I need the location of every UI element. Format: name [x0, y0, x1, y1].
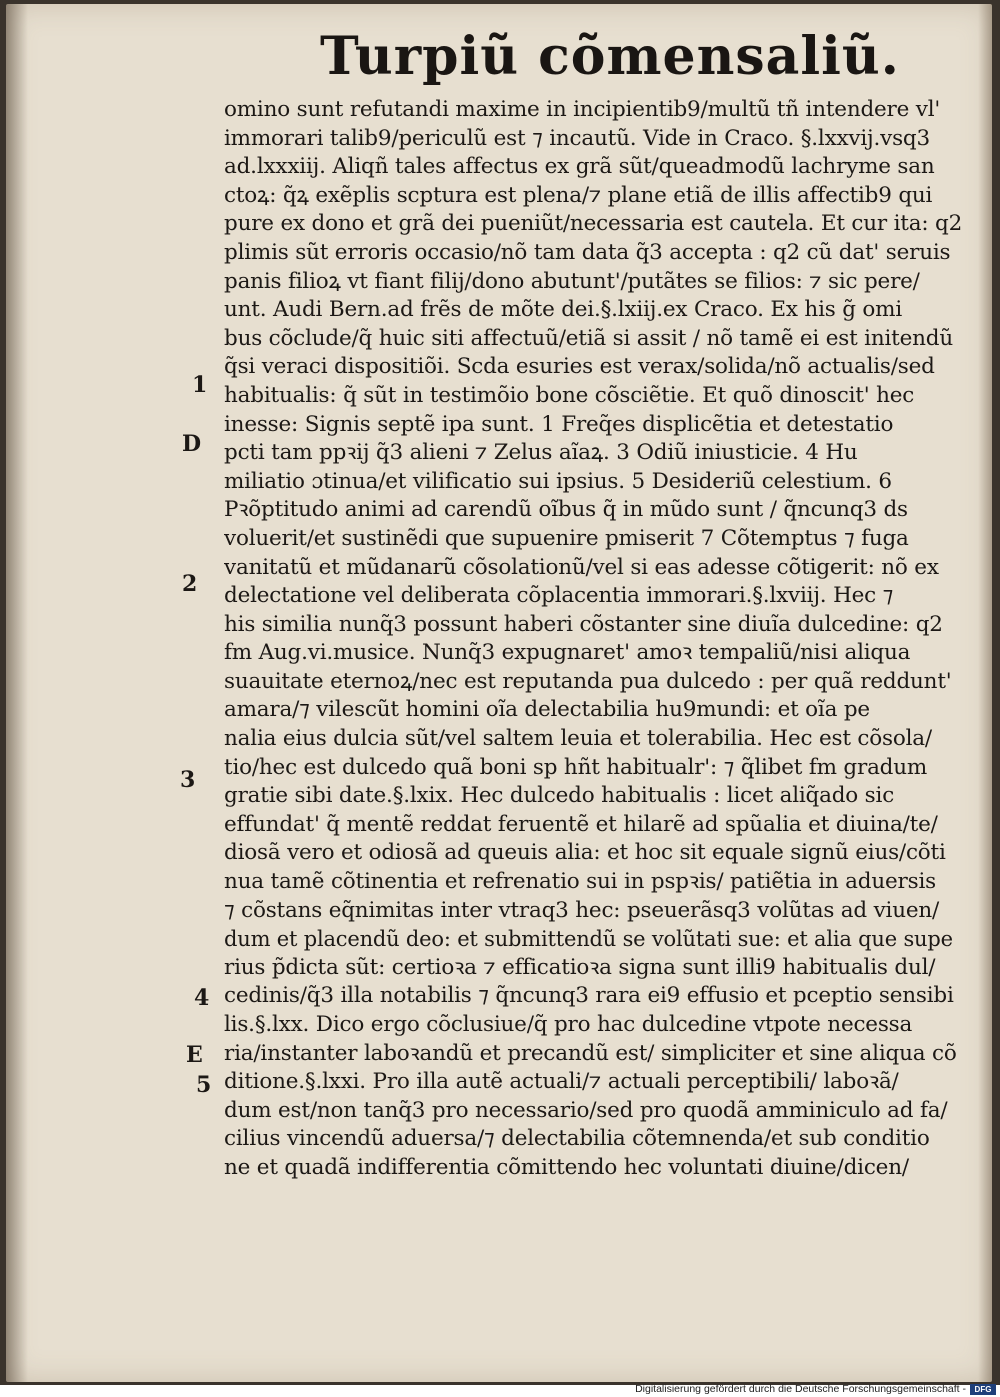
- text-line: pure ex dono et grã dei pueniũt/necessaria est cautela. Et cur ita: q2: [224, 211, 963, 237]
- text-line: inesse: Signis septẽ ipa sunt. 1 Freq̃es displicẽtia et detestatio: [224, 411, 894, 437]
- text-line: ria/instanter laboꝛandũ et precandũ est/ simpliciter et sine aliqua cõ: [224, 1040, 957, 1066]
- text-line: ditione.§.lxxi. Pro illa autẽ actuali/⁊ actuali perceptibili/ laboꝛã/: [224, 1069, 899, 1095]
- text-line: nua tamẽ cõtinentia et refrenatio sui in pspꝛis/ patiẽtia in aduersis: [224, 869, 936, 895]
- body-text: [224, 96, 964, 1183]
- dfg-logo: DFG: [970, 1384, 996, 1395]
- text-line: fm Aug.vi.musice. Nunq̃3 expugnaret' amoꝛ tempaliũ/nisi aliqua: [224, 640, 911, 666]
- text-line: dum et placendũ deo: et submittendũ se volũtati sue: et alia que supe: [224, 927, 953, 952]
- text-line: bus cõclude/q̃ huic siti affectuũ/etiã si assit / nõ tamẽ ei est initendũ: [224, 325, 953, 351]
- text-line: habitualis: q̃ sũt in testimõio bone cõsciẽtie. Et quõ dinoscit' hec: [224, 382, 915, 408]
- text-line: dum est/non tanq̃3 pro necessario/sed pro quodã amminiculo ad fa/: [224, 1097, 948, 1123]
- text-line: delectatione vel deliberata cõplacentia immorari.§.lxviij. Hec ⁊: [224, 583, 894, 609]
- margin-note: 4: [194, 985, 210, 1011]
- text-line: miliatio ɔtinua/et vilificatio sui ipsius. 5 Desideriũ celestium. 6: [224, 468, 892, 494]
- text-line: lis.§.lxx. Dico ergo cõclusiue/q̃ pro hac dulcedine vtpote necessa: [224, 1012, 913, 1037]
- text-line: amara/⁊ vilescũt homini oĩa delectabilia hu9mundi: et oĩa pe: [224, 697, 870, 723]
- text-line: diosã vero et odiosã ad queuis alia: et hoc sit equale signũ eius/cõti: [224, 840, 946, 866]
- margin-note: 2: [182, 571, 198, 597]
- text-line: Pꝛõptitudo animi ad carendũ oĩbus q̃ in mũdo sunt / q̃ncunq3 ds: [224, 497, 908, 523]
- margin-note: 5: [196, 1072, 212, 1098]
- text-line: ⁊ cõstans eq̃nimitas inter vtraq3 hec: pseuerãsq3 volũtas ad viuen/: [224, 897, 940, 923]
- text-line: effundat' q̃ mentẽ reddat feruentẽ et hilarẽ ad spũalia et diuina/te/: [224, 811, 938, 837]
- text-line: voluerit/et sustinẽdi que supuenire pmiserit 7 Cõtemptus ⁊ fuga: [224, 525, 909, 551]
- margin-note: 1: [192, 372, 208, 398]
- text-line: cilius vincendũ aduersa/⁊ delectabilia cõtemnenda/et sub conditio: [224, 1126, 930, 1152]
- text-line: panis filioꝝ vt fiant filij/dono abutunt'/putãtes se filios: ⁊ sic pere/: [224, 268, 920, 294]
- footer-credit: Digitalisierung gefördert durch die Deutsche Forschungsgemeinschaft -: [635, 1383, 966, 1395]
- margin-note: 3: [180, 767, 196, 793]
- text-line: plimis sũt erroris occasio/nõ tam data q̃3 accepta : q2 cũ dat' seruis: [224, 239, 951, 265]
- text-line: nalia eius dulcia sũt/vel saltem leuia et tolerabilia. Hec est cõsola/: [224, 726, 932, 752]
- page-gutter-shadow: [6, 4, 28, 1382]
- text-line: unt. Audi Bern.ad frẽs de mõte dei.§.lxiij.ex Craco. Ex his g̃ omi: [224, 297, 903, 323]
- page-edge-shadow: [978, 4, 992, 1382]
- margin-note: D: [182, 431, 202, 457]
- text-line: his similia nunq̃3 possunt haberi cõstanter sine diuĩa dulcedine: q2: [224, 611, 943, 637]
- text-line: tio/hec est dulcedo quã boni sp hñt habitualr': ⁊ q̃libet fm gradum: [224, 754, 928, 780]
- text-line: gratie sibi date.§.lxix. Hec dulcedo habitualis : licet aliq̃ado sic: [224, 783, 895, 809]
- text-line: suauitate eternoꝝ/nec est reputanda pua dulcedo : per quã reddunt': [224, 668, 952, 694]
- text-line: pcti tam ppꝛij q̃3 alieni ⁊ Zelus aĩaꝝ. 3 Odiũ iniusticie. 4 Hu: [224, 440, 858, 466]
- margin-note: E: [186, 1042, 203, 1068]
- text-line: ctoꝝ: q̃ꝝ exẽplis scptura est plena/⁊ plane etiã de illis affectib9 qui: [224, 182, 933, 208]
- text-line: ne et quadã indifferentia cõmittendo hec voluntati diuine/dicen/: [224, 1154, 909, 1180]
- text-line: rius p̃dicta sũt: certioꝛa ⁊ efficatioꝛa signa sunt illi9 habitualis dul/: [224, 954, 936, 980]
- text-line: ad.lxxxiij. Aliqñ tales affectus ex grã sũt/queadmodũ lachryme san: [224, 154, 935, 180]
- text-line: immorari talib9/periculũ est ⁊ incautũ. Vide in Craco. §.lxxvij.vsq3: [224, 125, 930, 151]
- page-title: Turpiũ cõmensaliũ.: [320, 26, 900, 87]
- text-line: cedinis/q̃3 illa notabilis ⁊ q̃ncunq3 rara ei9 effusio et pceptio sensibi: [224, 983, 954, 1009]
- text-line: omino sunt refutandi maxime in incipientib9/multũ tñ intendere vl': [224, 97, 941, 122]
- text-line: vanitatũ et mũdanarũ cõsolationũ/vel si eas adesse cõtigerit: nõ ex: [224, 554, 939, 580]
- text-line: q̃si veraci dispositiõi. Scda esuries est verax/solida/nõ actualis/sed: [224, 354, 935, 380]
